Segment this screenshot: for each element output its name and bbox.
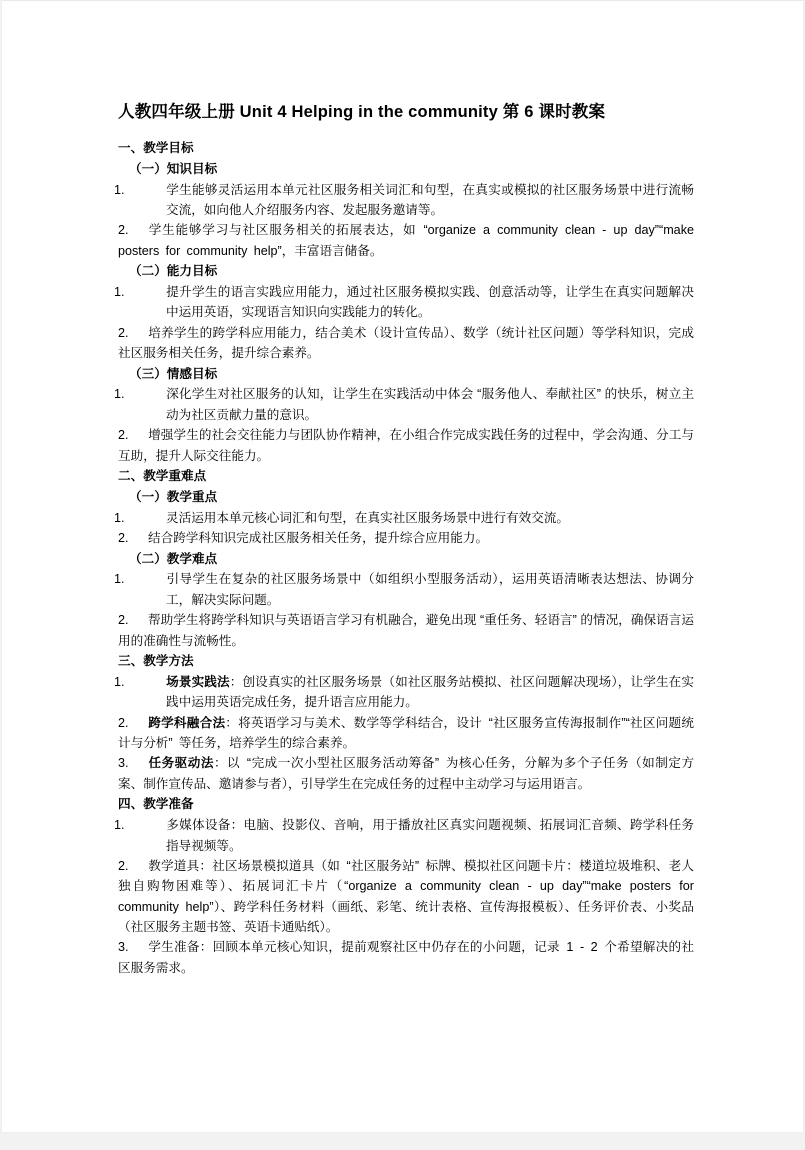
list-item-number: 1. <box>114 818 125 833</box>
list-item <box>118 425 694 466</box>
list-item-text: 教学道具：社区场景模拟道具（如 “社区服务站” 标牌、模拟社区问题卡片：楼道垃圾堆积、老人独自购物困难等）、拓展词汇卡片（“organize a community clean - up day”“make posters for community help”）、跨学科任务材料（画纸、彩笔、统计表格、宣传海报模板）、任务评价表、小奖品（社区服务主题书签、英语卡通贴纸）。 <box>118 858 694 935</box>
list-item <box>118 937 694 978</box>
list-item-number: 2. <box>118 325 129 340</box>
list-item-text: 培养学生的跨学科应用能力，结合美术（设计宣传品）、数学（统计社区问题）等学科知识，完成社区服务相关任务，提升综合素养。 <box>118 325 694 361</box>
list-item-text: ：将英语学习与美术、数学等学科结合，设计 “社区服务宣传海报制作”“社区问题统计与分析” 等任务，培养学生的综合素养。 <box>118 715 694 751</box>
list-item-text: 学生能够灵活运用本单元社区服务相关词汇和句型，在真实或模拟的社区服务场景中进行流畅交流，如向他人介绍服务内容、发起服务邀请等。 <box>166 182 694 217</box>
list-item <box>118 753 694 794</box>
list-item-text: 学生准备：回顾本单元核心知识，提前观察社区中仍存在的小问题，记录 1 - 2 个希望解决的社区服务需求。 <box>118 940 694 975</box>
list-item <box>114 384 694 425</box>
list-item-number: 1. <box>114 572 125 587</box>
list-item-number: 2. <box>118 428 129 443</box>
list-item-number: 2. <box>118 715 129 730</box>
method-label: 跨学科融合法 <box>148 715 226 730</box>
list-item-text: ：以 “完成一次小型社区服务活动筹备” 为核心任务，分解为多个子任务（如制定方案、制作宣传品、邀请参与者），引导学生在完成任务的过程中主动学习与运用语言。 <box>118 756 695 791</box>
list-item <box>118 528 694 548</box>
section-heading: 四、教学准备 <box>118 797 194 812</box>
list-item-text: 提升学生的语言实践应用能力，通过社区服务模拟实践、创意活动等，让学生在真实问题解决中运用英语，实现语言知识向实践能力的转化。 <box>166 284 694 320</box>
list-item <box>118 713 694 754</box>
list-item-text: ：创设真实的社区服务场景（如社区服务站模拟、社区问题解决现场），让学生在实践中运用英语完成任务，提升语言应用能力。 <box>166 674 694 710</box>
list-item <box>118 610 694 651</box>
list-item-number: 1. <box>114 674 125 689</box>
list-item <box>114 672 694 713</box>
list-item <box>118 323 694 364</box>
document-body <box>114 100 695 978</box>
list-item-text: 学生能够学习与社区服务相关的拓展表达，如 “organize a community clean - up day”“make posters for community help”，丰富语言储备。 <box>118 223 694 258</box>
list-item <box>114 569 694 610</box>
section-heading: 三、教学方法 <box>118 654 194 669</box>
list-item-number: 2. <box>118 223 129 238</box>
list-item-text: 帮助学生将跨学科知识与英语语言学习有机融合，避免出现 “重任务、轻语言” 的情况，确保语言运用的准确性与流畅性。 <box>118 613 694 648</box>
list-item-text: 引导学生在复杂的社区服务场景中（如组织小型服务活动），运用英语清晰表达想法、协调分工，解决实际问题。 <box>166 572 694 607</box>
subsection-heading: （一）教学重点 <box>129 489 218 504</box>
subsection-heading: （一）知识目标 <box>129 161 218 176</box>
document-page <box>1 0 804 1133</box>
list-item-number: 1. <box>114 182 125 197</box>
list-item <box>114 815 694 856</box>
list-item-text: 深化学生对社区服务的认知，让学生在实践活动中体会 “服务他人、奉献社区” 的快乐，树立主动为社区贡献力量的意识。 <box>166 387 694 422</box>
list-item <box>114 508 694 528</box>
list-item-number: 1. <box>114 387 125 402</box>
subsection-heading: （三）情感目标 <box>129 366 218 381</box>
method-label: 任务驱动法 <box>148 756 214 771</box>
list-item-text: 增强学生的社会交往能力与团队协作精神，在小组合作完成实践任务的过程中，学会沟通、分工与互助，提升人际交往能力。 <box>118 428 694 463</box>
list-item-number: 1. <box>114 510 125 525</box>
page-title: 人教四年级上册 Unit 4 Helping in the community 第 6 课时教案 <box>118 103 606 121</box>
list-item-number: 1. <box>114 284 125 299</box>
list-item <box>114 180 694 221</box>
list-item <box>118 856 694 938</box>
list-item-number: 2. <box>118 531 129 546</box>
list-item-text: 多媒体设备：电脑、投影仪、音响，用于播放社区真实问题视频、拓展词汇音频、跨学科任务指导视频等。 <box>166 818 694 853</box>
method-label: 场景实践法 <box>166 674 230 689</box>
list-item-text: 结合跨学科知识完成社区服务相关任务，提升综合应用能力。 <box>148 531 489 546</box>
subsection-heading: （二）能力目标 <box>129 264 218 279</box>
list-item-number: 2. <box>118 858 129 873</box>
list-item <box>118 220 694 261</box>
list-item <box>114 282 694 323</box>
subsection-heading: （二）教学难点 <box>129 551 218 566</box>
list-item-text: 灵活运用本单元核心词汇和句型，在真实社区服务场景中进行有效交流。 <box>166 510 569 525</box>
list-item-number: 3. <box>118 756 129 771</box>
section-heading: 一、教学目标 <box>118 140 194 155</box>
list-item-number: 3. <box>118 940 129 955</box>
list-item-number: 2. <box>118 613 129 628</box>
section-heading: 二、教学重难点 <box>118 469 207 483</box>
